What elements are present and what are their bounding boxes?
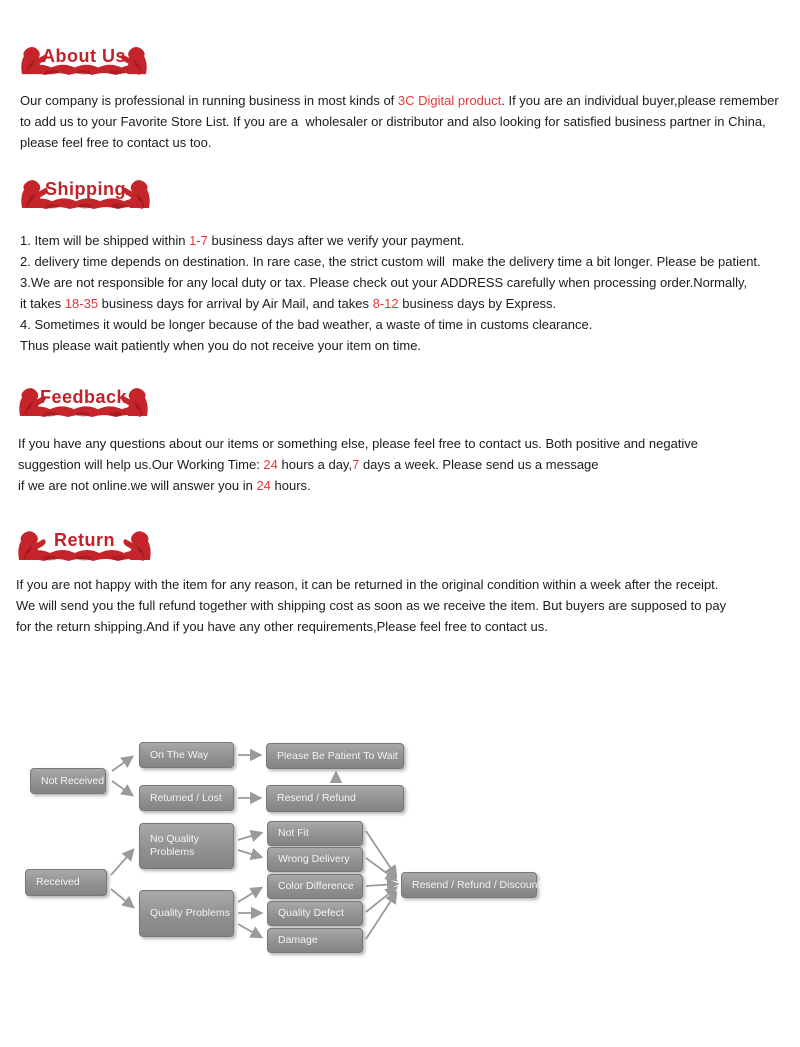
- body-text: If you are not happy with the item for any reason, it can be returned in the original condition within a week after the receipt.: [16, 577, 719, 592]
- body-text: to add us to your Favorite Store List. If you are a wholesaler or distributor and also looking for satisfied business partner in China,: [20, 114, 766, 129]
- node-on-the-way: On The Way: [139, 742, 234, 768]
- text-line: [20, 251, 761, 272]
- text-line: [20, 90, 779, 111]
- return-banner: [17, 528, 152, 562]
- body-text: Our company is professional in running business in most kinds of: [20, 93, 398, 108]
- text-line: [20, 314, 761, 335]
- highlighted-text: 7: [352, 457, 360, 472]
- text-line: [18, 475, 698, 496]
- node-color-difference: Color Difference: [267, 874, 363, 899]
- body-text: hours.: [270, 478, 311, 493]
- body-text: suggestion will help us.Our Working Time:: [18, 457, 264, 472]
- about-us-text: [20, 90, 779, 153]
- section-title-return: Return: [54, 530, 115, 550]
- text-line: [16, 574, 726, 595]
- body-text: if we are not online.we will answer you in: [18, 478, 257, 493]
- body-text: 1. Item will be shipped within: [20, 233, 190, 248]
- shipping-banner: [20, 177, 151, 210]
- text-line: [16, 616, 726, 637]
- node-not-fit: Not Fit: [267, 821, 363, 846]
- body-text: business days after we verify your payment.: [207, 233, 465, 248]
- body-text: Thus please wait patiently when you do not receive your item on time.: [20, 338, 422, 353]
- body-text: . If you are an individual buyer,please remember: [501, 93, 779, 108]
- node-quality-defect: Quality Defect: [267, 901, 363, 926]
- node-no-quality-problems: No Quality Problems: [139, 823, 234, 869]
- section-title-feedback: Feedback: [39, 387, 128, 407]
- section-title-shipping: Shipping: [45, 179, 126, 199]
- text-line: [18, 454, 698, 475]
- body-text: If you have any questions about our items or something else, please feel free to contact us. Both positive and negative: [18, 436, 699, 451]
- highlighted-text: 18-35: [64, 296, 99, 311]
- highlighted-text: 24: [256, 478, 271, 493]
- text-line: [20, 335, 761, 356]
- body-text: We will send you the full refund together with shipping cost as soon as we receive the item. But buyers are supposed to pay: [16, 598, 727, 613]
- body-text: business days by Express.: [398, 296, 557, 311]
- body-text: it takes: [20, 296, 65, 311]
- return-text: [16, 574, 726, 637]
- node-resend-refund-discount: Resend / Refund / Discount: [401, 872, 537, 898]
- node-not-received: Not Received: [30, 768, 106, 794]
- highlighted-text: 8-12: [372, 296, 399, 311]
- text-line: [20, 293, 761, 314]
- feedback-text: [18, 433, 698, 496]
- feedback-banner: [18, 385, 149, 418]
- node-resend-refund: Resend / Refund: [266, 785, 404, 812]
- text-line: [20, 272, 761, 293]
- body-text: for the return shipping.And if you have any other requirements,Please feel free to contact us.: [16, 619, 548, 634]
- body-text: hours a day,: [277, 457, 353, 472]
- body-text: 2. delivery time depends on destination. In rare case, the strict custom will make the delivery time a bit longer. Please be patient.: [20, 254, 761, 269]
- node-quality-problems: Quality Problems: [139, 890, 234, 937]
- node-received: Received: [25, 869, 107, 896]
- shipping-text: [20, 230, 761, 356]
- text-line: [16, 595, 726, 616]
- node-please-be-patient: Please Be Patient To Wait: [266, 743, 404, 769]
- body-text: 4. Sometimes it would be longer because of the bad weather, a waste of time in customs clearance.: [20, 317, 593, 332]
- node-damage: Damage: [267, 928, 363, 953]
- body-text: business days for arrival by Air Mail, and takes: [98, 296, 373, 311]
- text-line: [20, 111, 779, 132]
- node-wrong-delivery: Wrong Delivery: [267, 847, 363, 872]
- highlighted-text: 24: [263, 457, 278, 472]
- body-text: 3.We are not responsible for any local duty or tax. Please check out your ADDRESS carefully when processing order.Normally,: [20, 275, 748, 290]
- node-returned-lost: Returned / Lost: [139, 785, 234, 811]
- body-text: please feel free to contact us too.: [20, 135, 212, 150]
- section-title-about: About Us: [42, 46, 126, 66]
- highlighted-text: 3C Digital product: [397, 93, 502, 108]
- about-us-banner: [20, 44, 148, 76]
- text-line: [20, 230, 761, 251]
- highlighted-text: 1-7: [189, 233, 208, 248]
- text-line: [20, 132, 779, 153]
- text-line: [18, 433, 698, 454]
- body-text: days a week. Please send us a message: [359, 457, 599, 472]
